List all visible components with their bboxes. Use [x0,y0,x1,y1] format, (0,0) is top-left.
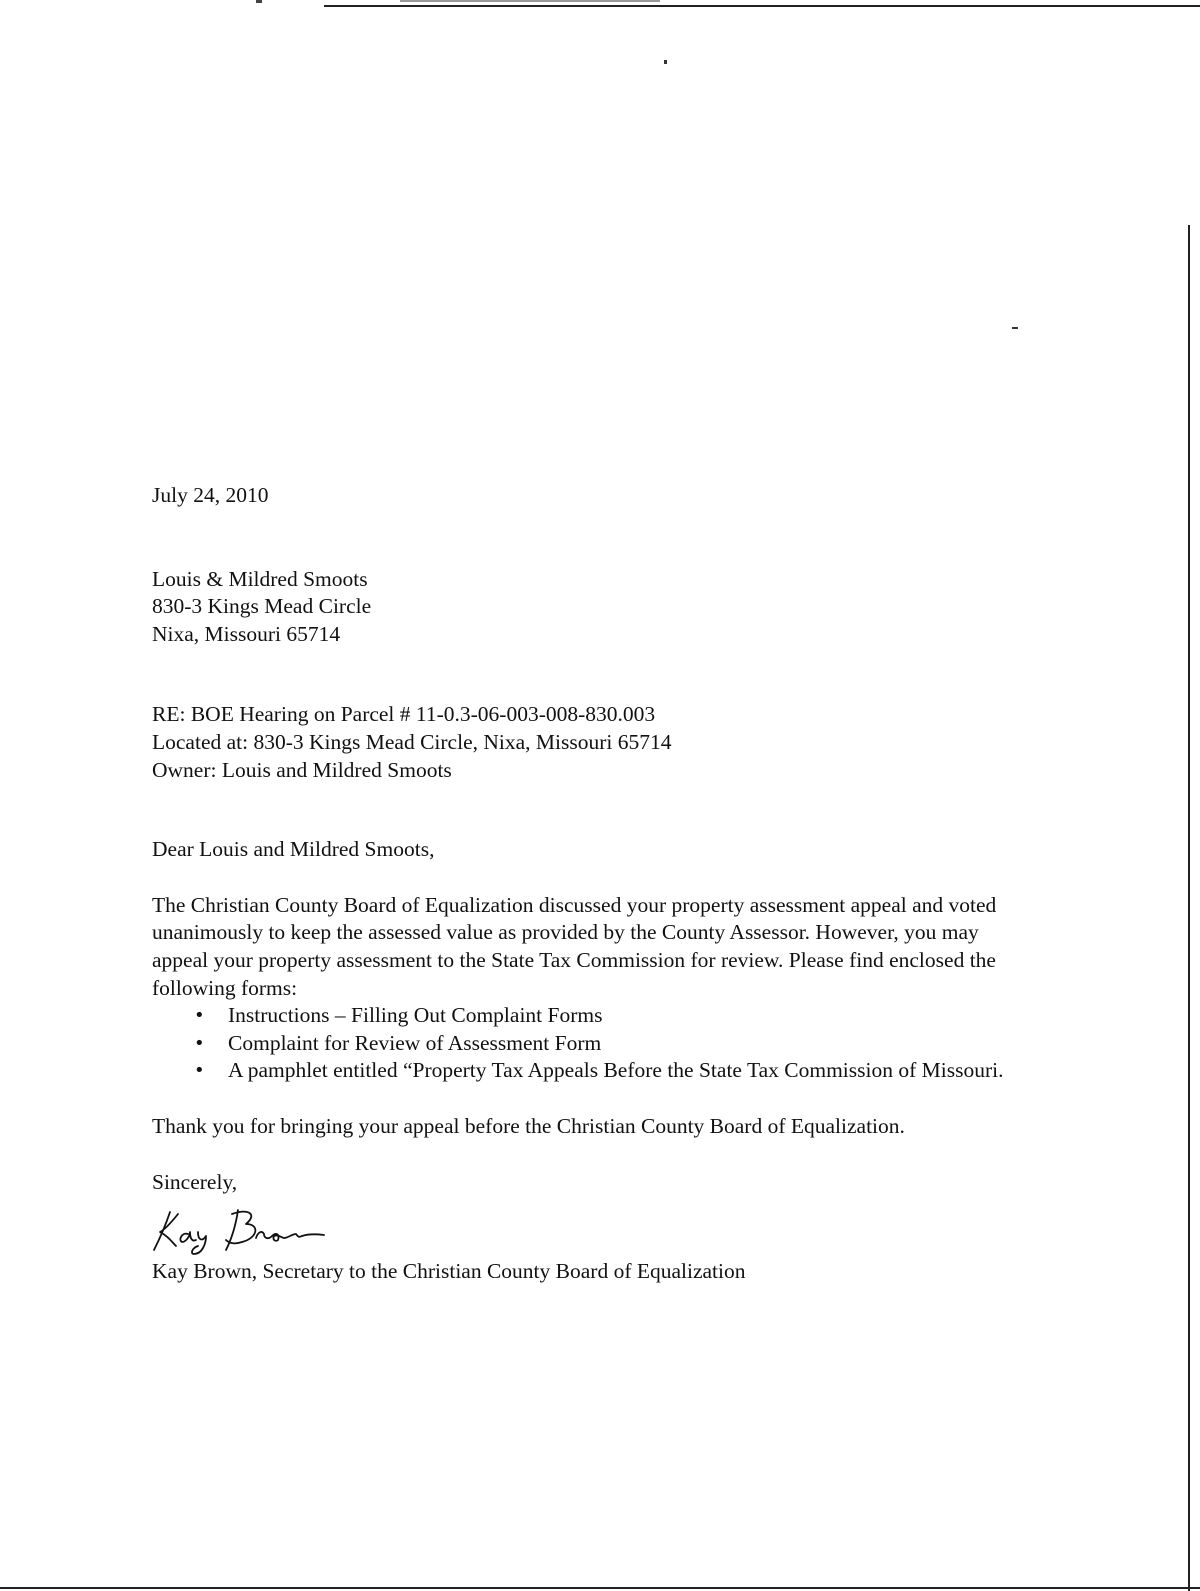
enclosure-item: • Complaint for Review of Assessment Form [228,1030,1022,1058]
letter-body [152,482,1022,1286]
reference-block [152,701,1022,784]
scan-mark [1012,327,1018,329]
salutation: Dear Louis and Mildred Smoots, [152,837,435,862]
letter-date: July 24, 2010 [152,483,269,507]
handwritten-signature [152,1204,352,1256]
scan-top-border-line [324,5,1200,7]
signer-line: Kay Brown, Secretary to the Christian County Board of Equalization [152,1259,746,1284]
recipient-street: 830-3 Kings Mead Circle [152,594,372,619]
scan-top-speck [400,0,660,2]
scan-right-border-line [1188,225,1190,1591]
scan-left-speck [256,0,262,3]
recipient-name: Louis & Mildred Smoots [152,566,368,591]
enclosure-item: • Instructions – Filling Out Complaint Forms [228,1002,1022,1030]
enclosure-list [152,1002,1022,1085]
recipient-city-state-zip: Nixa, Missouri 65714 [152,621,341,646]
closing: Sincerely, [152,1169,238,1194]
enclosure-item: • A pamphlet entitled “Property Tax Appeals Before the State Tax Commission of Missouri. [228,1057,1022,1085]
scan-bottom-border-line [0,1587,1200,1589]
recipient-address [152,566,1022,649]
thank-you-paragraph: Thank you for bringing your appeal before the Christian County Board of Equalization. [152,1113,905,1138]
reference-owner: Owner: Louis and Mildred Smoots [152,757,452,782]
body-paragraph: The Christian County Board of Equalization discussed your property assessment appeal and voted unanimously to keep the assessed value as provided by the County Assessor. However, you may appeal your property assessment to the State Tax Commission for review. Please find enclosed the following forms: [152,892,997,1000]
reference-parcel: RE: BOE Hearing on Parcel # 11-0.3-06-003-008-830.003 [152,702,656,727]
scan-mark [664,60,667,64]
reference-location: Located at: 830-3 Kings Mead Circle, Nixa, Missouri 65714 [152,729,672,754]
